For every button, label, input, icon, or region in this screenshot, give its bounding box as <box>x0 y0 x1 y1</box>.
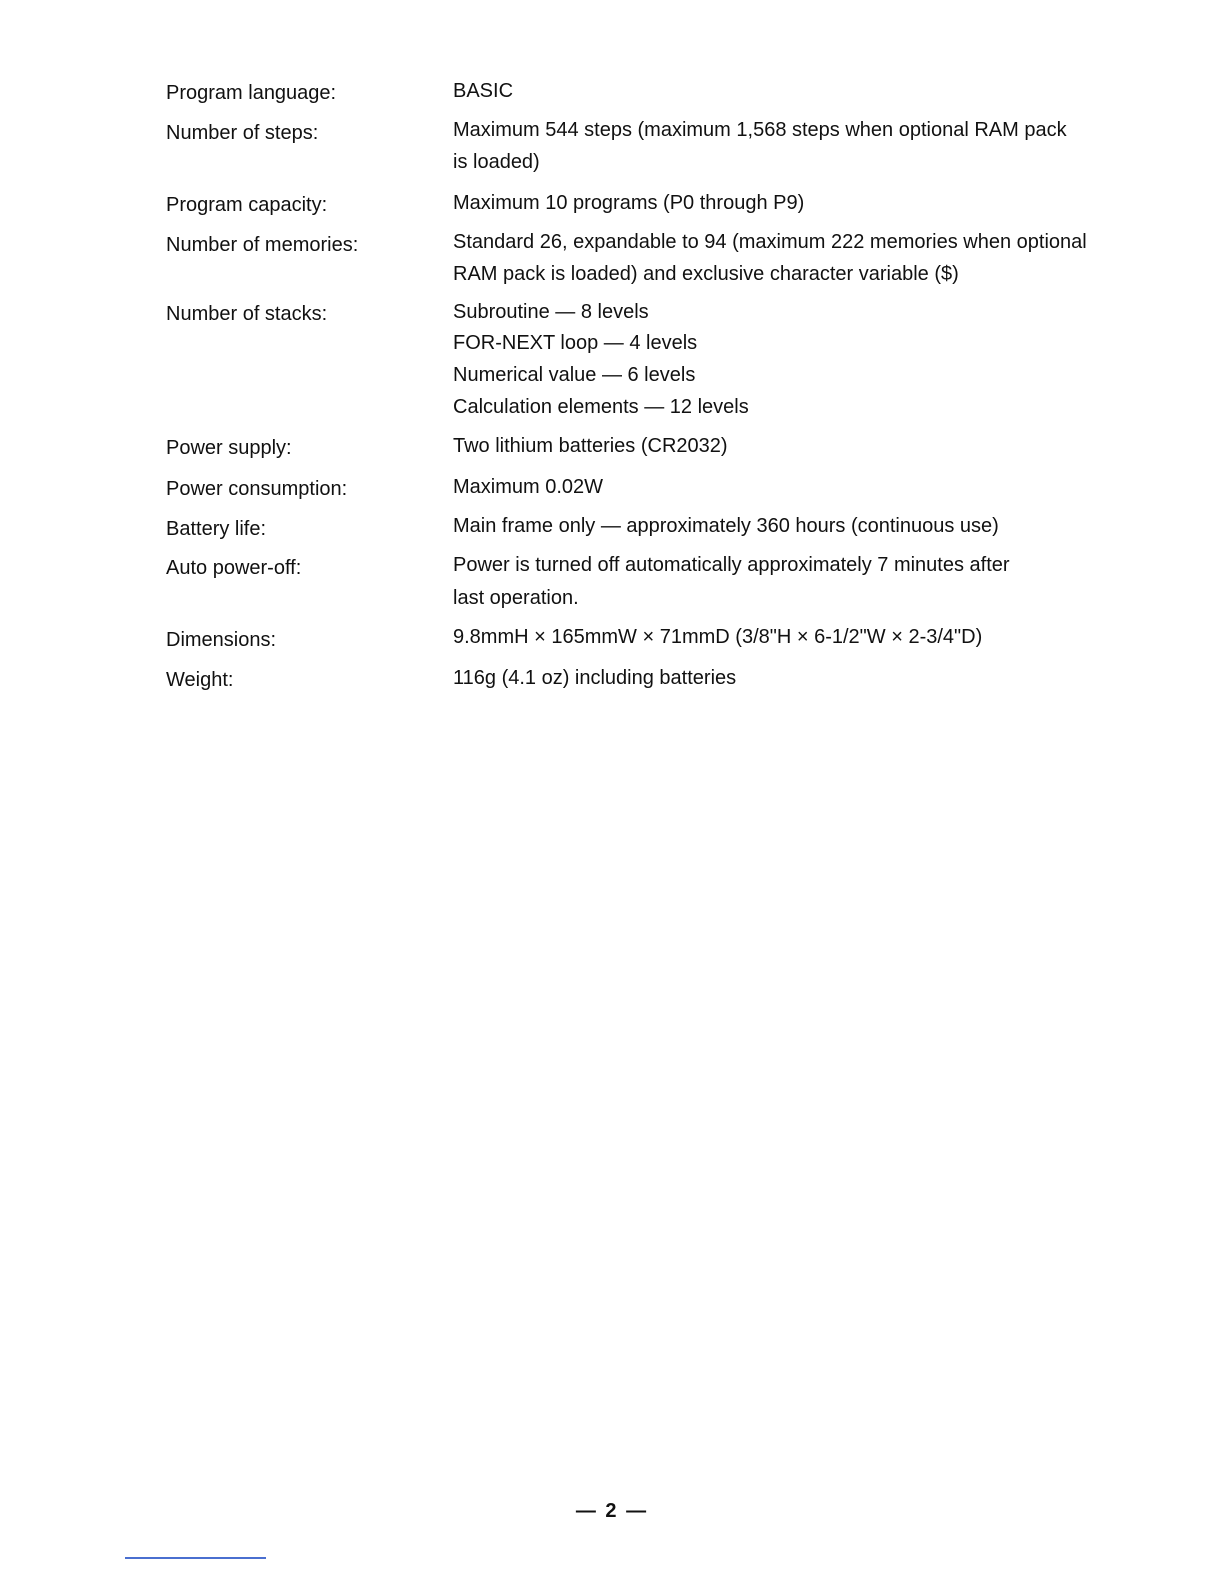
spec-value-battery-life: Main frame only — approximately 360 hours (continuous use) <box>453 515 999 537</box>
spec-value-dimensions: 9.8mmH × 165mmW × 71mmD (3/8"H × 6-1/2"W × 2-3/4"D) <box>453 626 983 648</box>
spec-value-weight: 116g (4.1 oz) including batteries <box>453 667 737 689</box>
spec-value-program-capacity: Maximum 10 programs (P0 through P9) <box>453 192 805 214</box>
spec-label-power-supply: Power supply: <box>166 437 292 459</box>
spec-label-program-language: Program language: <box>166 82 337 104</box>
spec-value-power-consumption: Maximum 0.02W <box>453 476 604 498</box>
spec-value-number-of-memories-line-1: Standard 26, expandable to 94 (maximum 222 memories when optional <box>453 231 1087 253</box>
spec-value-program-language: BASIC <box>453 80 514 102</box>
spec-label-power-consumption: Power consumption: <box>166 478 348 500</box>
spec-value-power-supply: Two lithium batteries (CR2032) <box>453 435 728 457</box>
spec-list <box>0 0 1224 720</box>
spec-label-number-of-steps: Number of steps: <box>166 122 319 144</box>
spec-value-auto-power-off-line-1: Power is turned off automatically approximately 7 minutes after <box>453 554 1010 576</box>
scan-edge-line <box>125 1557 266 1559</box>
spec-value-number-of-steps-line-1: Maximum 544 steps (maximum 1,568 steps when optional RAM pack <box>453 119 1067 141</box>
spec-value-stack-calculation: Calculation elements — 12 levels <box>453 396 749 418</box>
spec-label-battery-life: Battery life: <box>166 518 267 540</box>
spec-label-program-capacity: Program capacity: <box>166 194 328 216</box>
spec-value-stack-numerical: Numerical value — 6 levels <box>453 364 696 386</box>
spec-label-dimensions: Dimensions: <box>166 629 277 651</box>
spec-value-stack-subroutine: Subroutine — 8 levels <box>453 301 649 323</box>
spec-value-auto-power-off-line-2: last operation. <box>453 587 579 609</box>
spec-value-number-of-memories-line-2: RAM pack is loaded) and exclusive character variable ($) <box>453 263 959 285</box>
spec-label-auto-power-off: Auto power-off: <box>166 557 302 579</box>
page-number: — 2 — <box>575 1500 649 1522</box>
spec-value-stack-for-next: FOR-NEXT loop — 4 levels <box>453 332 698 354</box>
spec-value-number-of-steps-line-2: is loaded) <box>453 151 540 173</box>
spec-label-number-of-stacks: Number of stacks: <box>166 303 328 325</box>
spec-label-weight: Weight: <box>166 669 234 691</box>
spec-label-number-of-memories: Number of memories: <box>166 234 359 256</box>
